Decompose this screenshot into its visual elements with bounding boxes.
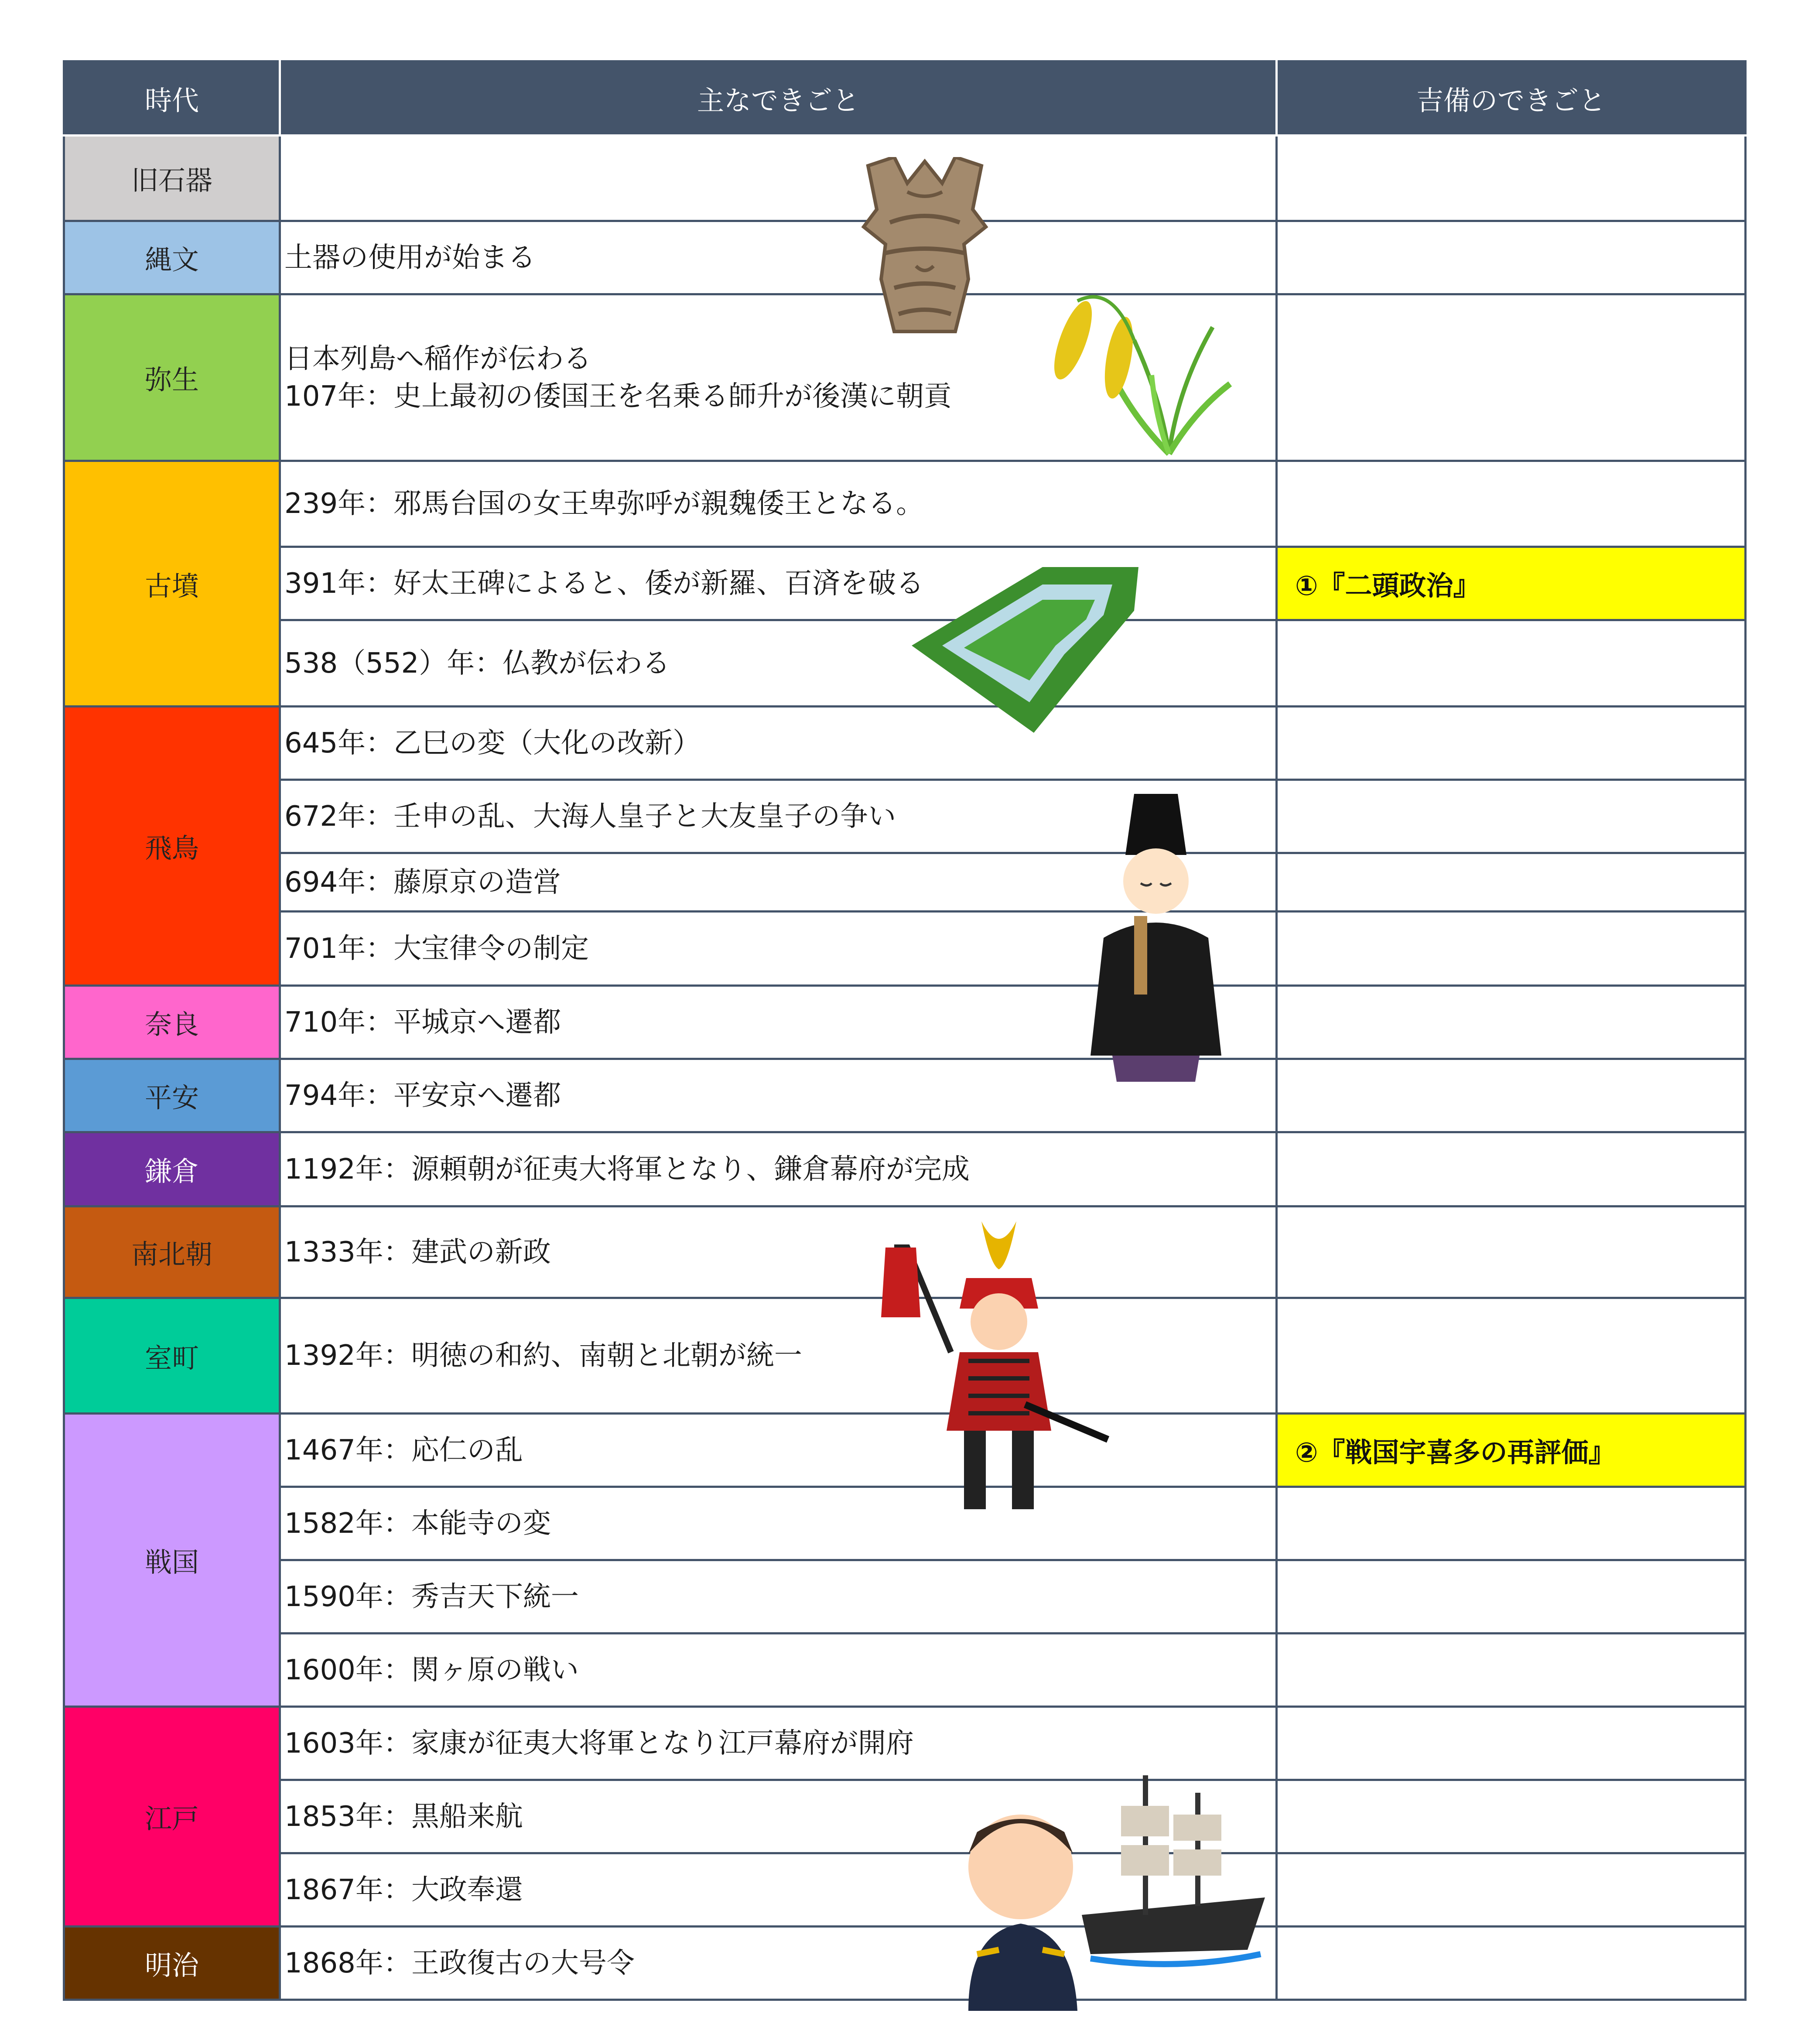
table-row	[64, 853, 1746, 912]
kibi-cell	[1277, 780, 1746, 853]
event-cell: 1192年：源頼朝が征夷大将軍となり、鎌倉幕府が完成	[280, 1132, 1277, 1207]
kibi-cell	[1277, 1207, 1746, 1298]
event-cell: 1867年：大政奉還	[280, 1853, 1277, 1927]
kibi-cell	[1277, 461, 1746, 547]
samurai-icon	[881, 1221, 1117, 1527]
perry-blackship-icon	[951, 1767, 1269, 2011]
event-cell: 794年：平安京へ遷都	[280, 1059, 1277, 1132]
kibi-highlight-1: ①『二頭政治』	[1277, 547, 1746, 620]
kofun-mound-icon	[903, 558, 1147, 742]
event-cell: 1582年：本能寺の変	[280, 1487, 1277, 1560]
table-row	[64, 1634, 1746, 1707]
kibi-cell	[1277, 912, 1746, 986]
kibi-cell	[1277, 1707, 1746, 1780]
header-era: 時代	[64, 62, 280, 136]
event-cell: 1853年：黒船来航	[280, 1780, 1277, 1853]
event-cell: 1868年：王政復古の大号令	[280, 1927, 1277, 2000]
kibi-cell	[1277, 707, 1746, 780]
table-row	[64, 1707, 1746, 1780]
era-cell-nanbokucho: 南北朝	[64, 1207, 280, 1298]
kibi-cell	[1277, 853, 1746, 912]
event-cell: 1392年：明徳の和約、南朝と北朝が統一	[280, 1298, 1277, 1414]
table-row	[64, 1927, 1746, 2000]
event-cell: 694年：藤原京の造営	[280, 853, 1277, 912]
rice-plant-icon	[1047, 288, 1239, 458]
table-row	[64, 1780, 1746, 1853]
kibi-cell	[1277, 1560, 1746, 1634]
event-cell: 645年：乙巳の変（大化の改新）	[280, 707, 1277, 780]
era-cell-heian: 平安	[64, 1059, 280, 1132]
event-cell: 391年：好太王碑によると、倭が新羅、百済を破る	[280, 547, 1277, 620]
table-row	[64, 780, 1746, 853]
event-cell: 1590年：秀吉天下統一	[280, 1560, 1277, 1634]
era-cell-edo: 江戸	[64, 1707, 280, 1927]
event-line: 日本列島へ稲作が伝わる	[284, 342, 591, 375]
era-cell-asuka: 飛鳥	[64, 707, 280, 986]
kibi-cell	[1277, 136, 1746, 221]
era-cell-kyusekki: 旧石器	[64, 136, 280, 221]
nobleman-icon	[1086, 794, 1226, 1090]
kibi-cell	[1277, 986, 1746, 1059]
table-header-row	[64, 62, 1746, 136]
kibi-highlight-2: ②『戦国宇喜多の再評価』	[1277, 1414, 1746, 1487]
event-cell: 1467年：応仁の乱	[280, 1414, 1277, 1487]
event-line: 107年：史上最初の倭国王を名乗る師升が後漢に朝貢	[284, 380, 952, 413]
kibi-cell	[1277, 294, 1746, 461]
event-cell: 1333年：建武の新政	[280, 1207, 1277, 1298]
table-row	[64, 912, 1746, 986]
kibi-cell	[1277, 1059, 1746, 1132]
era-cell-sengoku: 戦国	[64, 1414, 280, 1707]
kibi-cell	[1277, 1132, 1746, 1207]
kibi-cell	[1277, 1487, 1746, 1560]
jomon-pottery-icon	[859, 157, 990, 340]
kibi-cell	[1277, 221, 1746, 294]
header-kibi: 吉備のできごと	[1277, 62, 1746, 136]
event-cell: 538（552）年：仏教が伝わる	[280, 620, 1277, 707]
era-cell-jomon: 縄文	[64, 221, 280, 294]
era-cell-meiji: 明治	[64, 1927, 280, 2000]
era-cell-yayoi: 弥生	[64, 294, 280, 461]
table-row	[64, 461, 1746, 547]
table-row	[64, 1560, 1746, 1634]
kibi-cell	[1277, 1780, 1746, 1853]
kibi-cell	[1277, 1634, 1746, 1707]
history-timeline-table	[63, 60, 1747, 2001]
event-cell: 239年：邪馬台国の女王卑弥呼が親魏倭王となる。	[280, 461, 1277, 547]
table-row	[64, 1132, 1746, 1207]
table-row	[64, 1059, 1746, 1132]
table-row	[64, 1853, 1746, 1927]
kibi-cell	[1277, 1853, 1746, 1927]
event-cell: 710年：平城京へ遷都	[280, 986, 1277, 1059]
table-row	[64, 986, 1746, 1059]
kibi-cell	[1277, 620, 1746, 707]
era-cell-kofun: 古墳	[64, 461, 280, 707]
header-events: 主なできごと	[280, 62, 1277, 136]
era-cell-kamakura: 鎌倉	[64, 1132, 280, 1207]
event-cell: 1600年：関ヶ原の戦い	[280, 1634, 1277, 1707]
event-cell: 1603年：家康が征夷大将軍となり江戸幕府が開府	[280, 1707, 1277, 1780]
era-cell-nara: 奈良	[64, 986, 280, 1059]
event-cell: 土器の使用が始まる	[280, 221, 1277, 294]
kibi-cell	[1277, 1298, 1746, 1414]
event-cell: 672年：壬申の乱、大海人皇子と大友皇子の争い	[280, 780, 1277, 853]
event-cell	[280, 136, 1277, 221]
event-cell: 701年：大宝律令の制定	[280, 912, 1277, 986]
kibi-cell	[1277, 1927, 1746, 2000]
era-cell-muromachi: 室町	[64, 1298, 280, 1414]
